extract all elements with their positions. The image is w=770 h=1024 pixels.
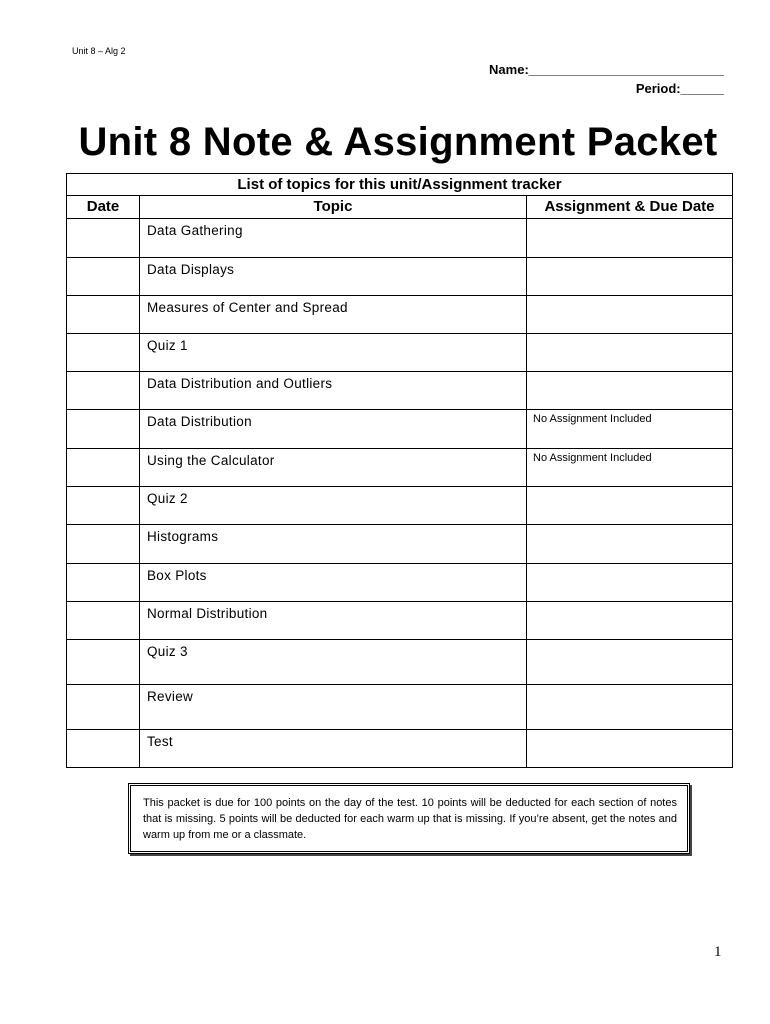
date-cell[interactable] <box>67 640 140 685</box>
table-row <box>67 334 733 372</box>
topic-cell: Data Displays <box>140 258 527 296</box>
table-row <box>67 525 733 564</box>
page-title: Unit 8 Note & Assignment Packet <box>78 120 718 164</box>
date-cell[interactable] <box>67 730 140 768</box>
assignment-cell[interactable] <box>527 640 733 685</box>
assignment-cell[interactable] <box>527 564 733 602</box>
topic-cell: Review <box>140 685 527 730</box>
date-cell[interactable] <box>67 525 140 564</box>
assignment-cell[interactable] <box>527 258 733 296</box>
date-cell[interactable] <box>67 449 140 487</box>
topic-cell: Quiz 1 <box>140 334 527 372</box>
table-row <box>67 219 733 258</box>
table-row <box>67 296 733 334</box>
date-cell[interactable] <box>67 219 140 258</box>
date-cell[interactable] <box>67 410 140 449</box>
table-header-row <box>67 196 733 219</box>
due-note-box: This packet is due for 100 points on the day of the test. 10 points will be deducted for each section of notes that is missing. 5 points will be deducted for each warm up that is missing. If you’re absent, get the notes and warm up from me or a classmate. <box>128 783 690 854</box>
assignment-cell[interactable] <box>527 334 733 372</box>
period-field-label[interactable]: Period:______ <box>635 81 724 96</box>
assignment-cell[interactable] <box>527 602 733 640</box>
assignment-cell[interactable] <box>527 487 733 525</box>
topic-cell: Quiz 2 <box>140 487 527 525</box>
header-assignment: Assignment & Due Date <box>527 196 733 219</box>
assignment-cell[interactable] <box>527 685 733 730</box>
date-cell[interactable] <box>67 602 140 640</box>
assignment-cell[interactable] <box>527 730 733 768</box>
topic-cell: Data Gathering <box>140 219 527 258</box>
date-cell[interactable] <box>67 685 140 730</box>
assignment-tracker-table <box>66 173 733 768</box>
header-date: Date <box>67 196 140 219</box>
topic-cell: Histograms <box>140 525 527 564</box>
page-number: 1 <box>714 944 722 960</box>
table-row <box>67 410 733 449</box>
topic-cell: Box Plots <box>140 564 527 602</box>
table-row <box>67 602 733 640</box>
topic-cell: Data Distribution <box>140 410 527 449</box>
topic-cell: Data Distribution and Outliers <box>140 372 527 410</box>
assignment-cell[interactable]: No Assignment Included <box>527 449 733 487</box>
table-caption: List of topics for this unit/Assignment tracker <box>67 174 733 196</box>
topic-cell: Measures of Center and Spread <box>140 296 527 334</box>
unit-label: Unit 8 – Alg 2 <box>72 46 126 56</box>
assignment-cell[interactable] <box>527 219 733 258</box>
assignment-cell[interactable] <box>527 525 733 564</box>
header-topic: Topic <box>140 196 527 219</box>
assignment-cell[interactable]: No Assignment Included <box>527 410 733 449</box>
topic-cell: Normal Distribution <box>140 602 527 640</box>
assignment-cell[interactable] <box>527 296 733 334</box>
date-cell[interactable] <box>67 372 140 410</box>
topic-cell: Using the Calculator <box>140 449 527 487</box>
topic-cell: Quiz 3 <box>140 640 527 685</box>
date-cell[interactable] <box>67 334 140 372</box>
table-row <box>67 730 733 768</box>
table-row <box>67 449 733 487</box>
topic-cell: Test <box>140 730 527 768</box>
table-row <box>67 258 733 296</box>
table-row <box>67 640 733 685</box>
table-row <box>67 685 733 730</box>
date-cell[interactable] <box>67 564 140 602</box>
table-row <box>67 564 733 602</box>
table-row <box>67 487 733 525</box>
name-field-label[interactable]: Name:___________________________ <box>489 62 724 77</box>
date-cell[interactable] <box>67 258 140 296</box>
assignment-cell[interactable] <box>527 372 733 410</box>
date-cell[interactable] <box>67 487 140 525</box>
date-cell[interactable] <box>67 296 140 334</box>
table-row <box>67 372 733 410</box>
